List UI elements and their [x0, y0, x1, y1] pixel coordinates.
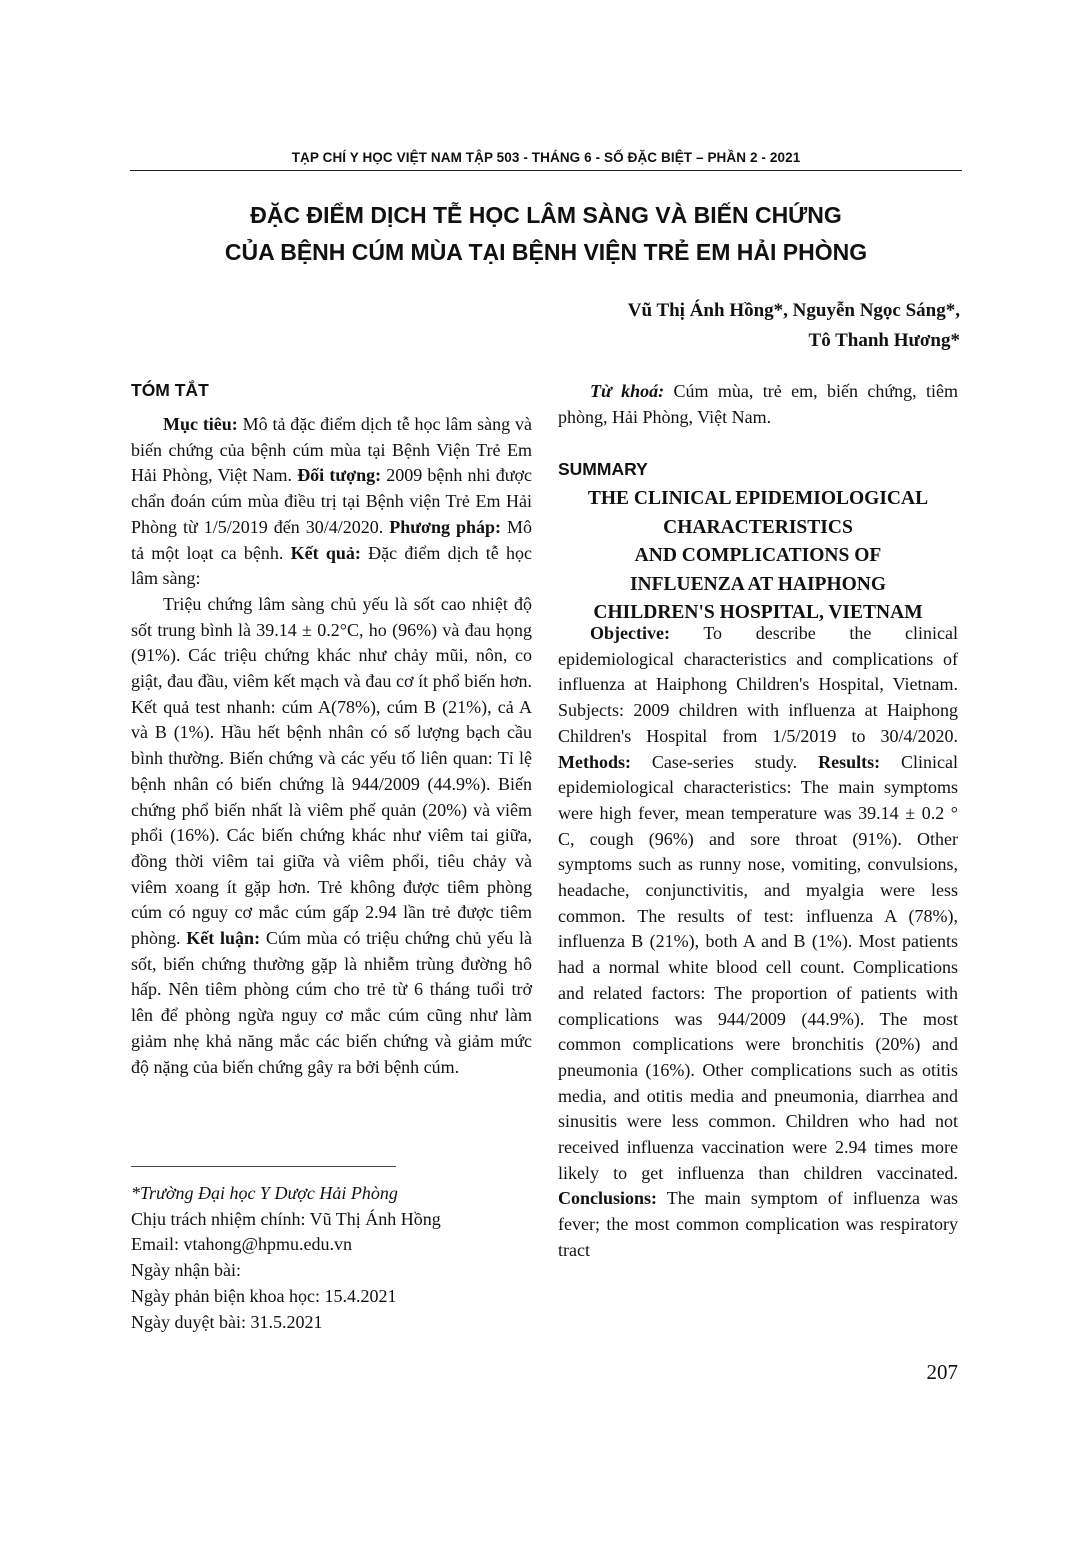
summary-text: Case-series study. — [631, 751, 819, 772]
english-title — [558, 485, 958, 628]
label-methods-vi: Phương pháp: — [389, 516, 502, 537]
header-rule — [130, 170, 962, 171]
label-results-vi: Kết quả: — [290, 542, 361, 563]
label-objective-vi: Mục tiêu: — [163, 414, 238, 434]
page-number: 207 — [926, 1360, 958, 1384]
summary-text: Clinical epidemiological characteristics: The main symptoms were high fever, mean temperature was 39.14 ± 0.2 ° C, cough (96%) and sore throat (91%). Other symptoms such as runny nose, vomiting, convulsions, headache, conjunctivitis, and myalgia were less common. The results of test: influenza A (78%), influenza B (21%), both A and B (1%). Most patients had a normal white blood cell count. Complications and related factors: The proportion of patients with complications was 944/2009 (44.9%). The most common complications were bronchitis (20%) and pneumonia (16%). Other complications such as otitis media, and otitis media and pneumonia, diarrhea and sinusitis were less common. Children who had not received influenza vaccination were 2.94 times more likely to get influenza than children vaccinated. — [558, 751, 958, 1183]
abstract-vi-paragraph-2 — [131, 592, 532, 1080]
abstract-vi-text: Đặc điểm dịch tễ học lâm sàng: — [131, 542, 533, 589]
abstract-vi-text: Triệu chứng lâm sàng chủ yếu là sốt cao nhiệt độ sốt trung bình là 39.14 ± 0.2°C, ho (96%) và đau họng (91%). Các triệu chứng khác như chảy mũi, nôn, co giật, đau đầu, viêm kết mạch và đau cơ ít phổ biến hơn. Kết quả test nhanh: cúm A(78%), cúm B (21%), cả A và B (1%). Hầu hết bệnh nhân có số lượng bạch cầu bình thường. Biến chứng và các yếu tố liên quan: Tỉ lệ bệnh nhân có biến chứng là 944/2009 (44.9%). Biến chứng phổ biến nhất là viêm phế quản (20%) và viêm phổi (16%). Các biến chứng khác như viêm tai giữa, đồng thời viêm tai giữa và viêm phổi, tiêu chảy và viêm xoang ít gặp hơn. Trẻ không được tiêm phòng cúm có nguy cơ mắc cúm gấp 2.94 lần trẻ được tiêm phòng. — [131, 593, 532, 949]
abstract-vi-text: Mô tả một loạt ca bệnh. — [131, 516, 533, 563]
label-subjects-vi: Đối tượng: — [297, 465, 382, 486]
footnote-rule — [131, 1166, 396, 1167]
summary-heading: SUMMARY — [558, 459, 648, 479]
footnote-email: Email: vtahong@hpmu.edu.vn — [131, 1234, 353, 1255]
abstract-vi-text: Mô tả đặc điểm dịch tễ học lâm sàng và biến chứng của bệnh cúm mùa tại Bệnh Viện Trẻ Em Hải Phòng, Việt Nam. — [131, 414, 532, 486]
summary-text: To describe the clinical epidemiological characteristics and complications of influenza at Haiphong Children's Hospital, Vietnam. Subjects: 2009 children with influenza at Haiphong Children's Hospital from 1/5/2019 to 30/4/2020. — [558, 623, 958, 746]
label-conclusion-vi: Kết luận: — [186, 928, 261, 949]
label-objective-en: Objective: — [590, 623, 670, 643]
abstract-vi-paragraph-1 — [131, 412, 532, 592]
title-line-1: ĐẶC ĐIỂM DỊCH TỄ HỌC LÂM SÀNG VÀ BIẾN CHỨNG — [250, 202, 842, 228]
abstract-vi-heading: TÓM TẮT — [131, 380, 209, 400]
summary-body — [558, 621, 958, 1264]
summary-paragraph — [558, 621, 958, 1264]
authors-line-1: Vũ Thị Ánh Hồng*, Nguyễn Ngọc Sáng*, — [627, 300, 960, 321]
footnote-approved: Ngày duyệt bài: 31.5.2021 — [131, 1311, 323, 1332]
english-title-line: THE CLINICAL EPIDEMIOLOGICAL — [587, 488, 929, 509]
title-line-2: CỦA BỆNH CÚM MÙA TẠI BỆNH VIỆN TRẺ EM HẢI PHÒNG — [224, 239, 868, 265]
footnote-reviewed: Ngày phản biện khoa học: 15.4.2021 — [131, 1285, 397, 1306]
abstract-vi-text: Cúm mùa có triệu chứng chủ yếu là sốt, biến chứng thường gặp là nhiễm trùng đường hô hấp. Nên tiêm phòng cúm cho trẻ từ 6 tháng tuổi trở lên để phòng ngừa nguy cơ mắc cúm cũng như làm giảm nhẹ khả năng mắc các biến chứng và giảm mức độ nặng của biến chứng gây ra bởi bệnh cúm. — [131, 928, 532, 1077]
author-list — [440, 296, 960, 356]
footnote-affiliation — [131, 1181, 532, 1207]
running-head: TẠP CHÍ Y HỌC VIỆT NAM TẬP 503 - THÁNG 6 - SỐ ĐẶC BIỆT – PHẦN 2 - 2021 — [291, 150, 801, 165]
english-title-line: CHARACTERISTICS — [663, 516, 853, 538]
footnote-responsible: Chịu trách nhiệm chính: Vũ Thị Ánh Hồng — [131, 1208, 441, 1229]
english-title-line: AND COMPLICATIONS OF — [634, 545, 882, 566]
authors-line-2: Tô Thanh Hương* — [808, 330, 960, 351]
label-conclusions-en: Conclusions: — [558, 1188, 658, 1209]
summary-text: The main symptom of influenza was fever; the most common complication was respiratory tract — [558, 1188, 958, 1260]
article-title — [130, 197, 962, 271]
abstract-vi-body — [131, 412, 532, 1080]
english-title-line: INFLUENZA AT HAIPHONG — [629, 573, 887, 595]
keywords — [558, 379, 958, 430]
footnote-received: Ngày nhận bài: — [131, 1260, 241, 1281]
keywords-paragraph — [558, 379, 958, 430]
label-methods-en: Methods: — [558, 751, 631, 772]
affiliation-text: *Trường Đại học Y Dược Hải Phòng — [131, 1183, 398, 1203]
footnotes — [131, 1181, 532, 1335]
abstract-vi-text: 2009 bệnh nhi được chẩn đoán cúm mùa điều trị tại Bệnh viện Trẻ Em Hải Phòng từ 1/5/2019 đến 30/4/2020. — [131, 465, 532, 537]
english-title-line: CHILDREN'S HOSPITAL, VIETNAM — [593, 602, 923, 623]
label-results-en: Results: — [818, 751, 881, 772]
keywords-label: Từ khoá: — [590, 381, 665, 401]
keywords-text: Cúm mùa, trẻ em, biến chứng, tiêm phòng, Hải Phòng, Việt Nam. — [558, 381, 958, 427]
